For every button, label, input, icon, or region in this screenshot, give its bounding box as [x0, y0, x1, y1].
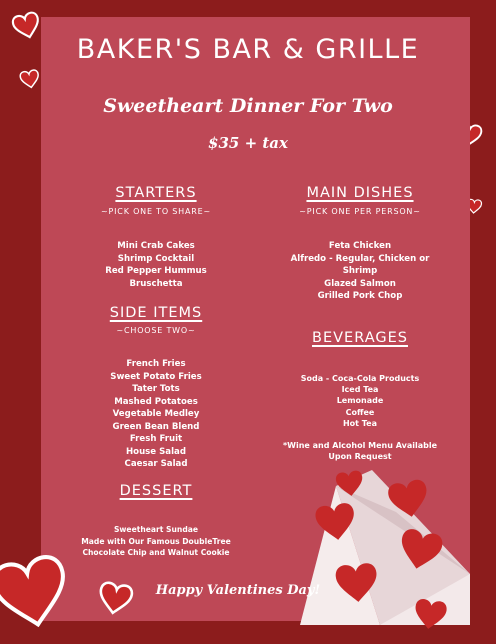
- main-dishes-note: ~PICK ONE PER PERSON~: [299, 207, 421, 216]
- heart-icon: [413, 598, 448, 631]
- list-item: Made with Our Famous DoubleTree: [81, 536, 231, 546]
- list-item: French Fries: [126, 359, 186, 369]
- heart-icon: [0, 554, 72, 632]
- menu-subtitle: Sweetheart Dinner For Two: [103, 95, 393, 117]
- list-item: Fresh Fruit: [129, 434, 183, 444]
- starters-list: [56, 240, 256, 290]
- list-item: Caesar Salad: [124, 459, 188, 469]
- list-item: Grilled Pork Chop: [317, 291, 403, 301]
- dessert-list: [56, 524, 256, 559]
- starters-heading: STARTERS: [115, 185, 197, 201]
- list-item: Iced Tea: [341, 385, 379, 395]
- list-item: Green Bean Blend: [112, 421, 200, 432]
- list-item: Feta Chicken: [328, 241, 392, 251]
- list-item: Tater Tots: [132, 384, 180, 394]
- beverages-note: *Wine and Alcohol Menu Available Upon Request: [282, 441, 437, 462]
- dessert-heading: DESSERT: [119, 483, 193, 499]
- list-item: Hot Tea: [342, 418, 378, 428]
- list-item: Mini Crab Cakes: [117, 241, 195, 251]
- list-item: Lemonade: [336, 396, 384, 406]
- restaurant-name: BAKER'S BAR & GRILLE: [76, 34, 420, 65]
- menu-price: $35 + tax: [208, 134, 288, 152]
- side-items-heading: SIDE ITEMS: [109, 305, 203, 321]
- list-item: Shrimp Cocktail: [117, 253, 195, 264]
- list-item: Chocolate Chip and Walnut Cookie: [82, 548, 230, 557]
- list-item: Glazed Salmon: [324, 278, 396, 289]
- side-items-list: [56, 358, 256, 471]
- list-item: Bruschetta: [129, 278, 183, 289]
- list-item: Coffee: [345, 407, 375, 417]
- list-item: Red Pepper Hummus: [105, 266, 207, 276]
- heart-icon: [97, 582, 133, 616]
- starters-note: ~PICK ONE TO SHARE~: [101, 207, 211, 216]
- list-item: Vegetable Medley: [112, 409, 200, 419]
- main-dishes-list: [278, 240, 442, 303]
- beverages-list: [262, 373, 458, 429]
- list-item: Sweetheart Sundae: [113, 525, 199, 534]
- list-item: Alfredo - Regular, Chicken or Shrimp: [290, 253, 430, 276]
- closing-message: Happy Valentines Day!: [155, 583, 321, 598]
- list-item: House Salad: [125, 446, 187, 457]
- beverages-heading: BEVERAGES: [312, 330, 408, 346]
- list-item: Soda - Coca-Cola Products: [300, 374, 420, 383]
- side-items-note: ~CHOOSE TWO~: [116, 326, 196, 335]
- list-item: Sweet Potato Fries: [110, 371, 202, 382]
- main-dishes-heading: MAIN DISHES: [306, 185, 414, 201]
- list-item: Mashed Potatoes: [114, 396, 198, 407]
